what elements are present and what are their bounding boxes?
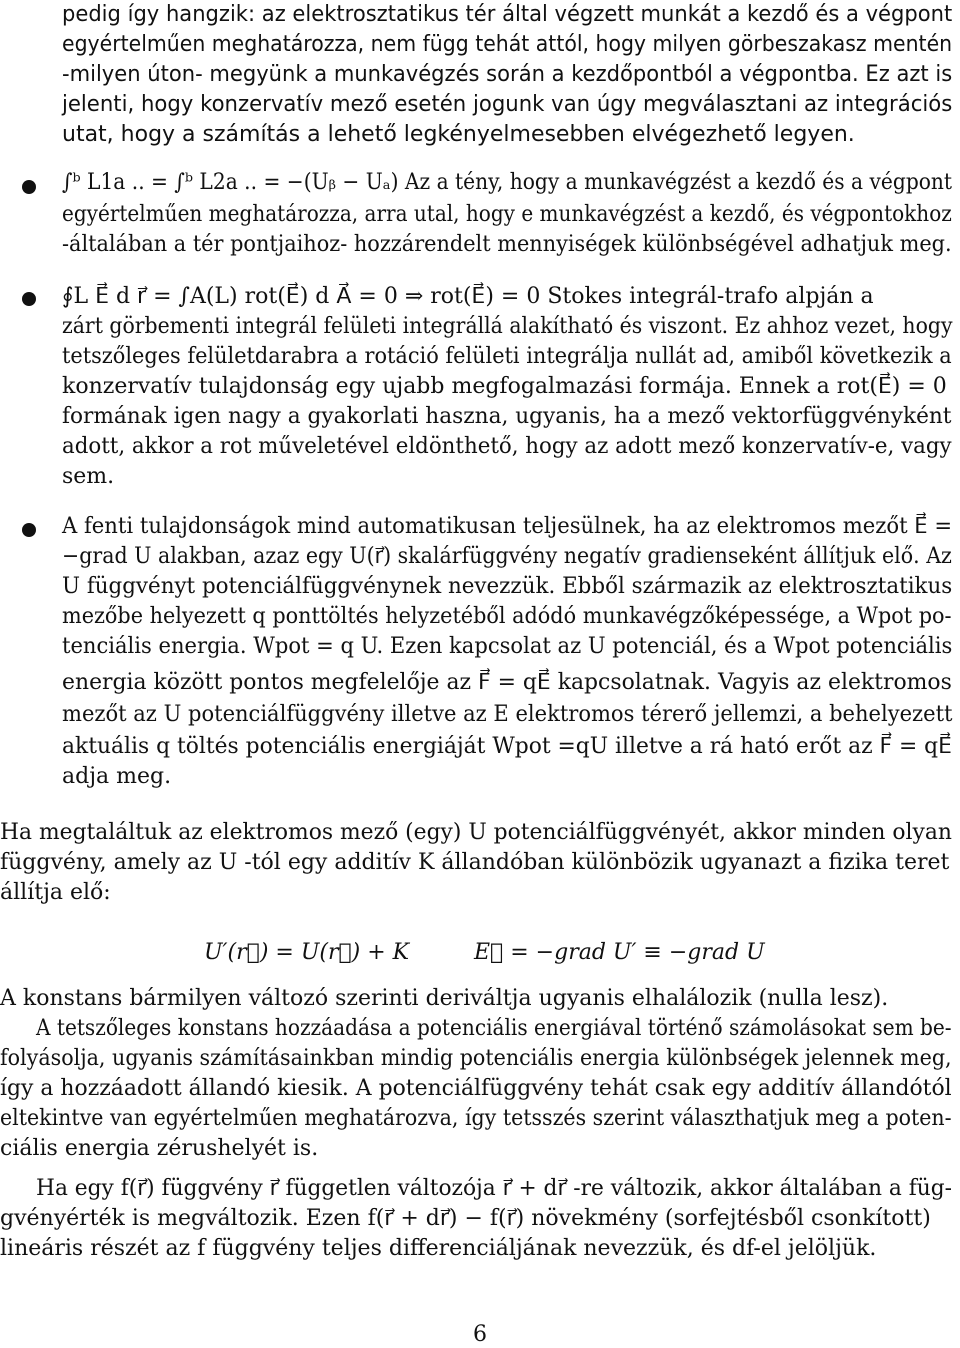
text-line: ∮L E⃗ d r⃗ = ∫A(L) rot(E⃗) d A⃗ = 0 ⇒ rot(E⃗) = 0 Stokes integrál-trafo alpján a: [62, 284, 874, 309]
text-line: formának igen nagy a gyakorlati haszna, ugyanis, ha a mező vektorfüggvényként: [62, 404, 952, 429]
text-line: egyértelműen meghatározza, nem függ tehát attól, hogy milyen görbeszakasz mentén: [62, 32, 953, 57]
bullet-icon: [22, 523, 36, 537]
text-line: függvény, amely az U -tól egy additív K állandóban különbözik ugyanazt a fizika teret: [0, 850, 950, 875]
page-number: 6: [473, 1322, 487, 1347]
text-line: állítja elő:: [0, 880, 111, 905]
text-line: A fenti tulajdonságok mind automatikusan teljesülnek, ha az elektromos mezőt E⃗ =: [62, 514, 953, 539]
text-line: zárt görbementi integrál felületi integrállá alakítható és viszont. Ez ahhoz vezet, hogy: [62, 314, 953, 339]
text-line: -milyen úton- megyünk a munkavégzés során a kezdőpontból a végpontba. Ez azt is: [62, 62, 953, 87]
bullet-icon: [22, 292, 36, 306]
equation-left: U′(r⃗) = U(r⃗) + K: [204, 940, 410, 965]
text-line: Ha egy f(r⃗) függvény r⃗ független változója r⃗ + dr⃗ -re változik, akkor általában a füg-: [36, 1176, 952, 1201]
bullet-icon: [22, 180, 36, 194]
text-line: gvényérték is megváltozik. Ezen f(r⃗ + dr⃗) − f(r⃗) növekmény (sorfejtésből csonkított): [0, 1206, 931, 1231]
text-line: így a hozzáadott állandó kiesik. A potenciálfüggvény tehát csak egy additív állandótól: [0, 1076, 952, 1101]
text-line: tenciális energia. Wpot = q U. Ezen kapcsolat az U potenciál, és a Wpot potenciális: [62, 634, 953, 659]
text-line: jelenti, hogy konzervatív mező esetén jogunk van úgy megválasztani az integrációs: [62, 92, 953, 117]
text-line: mezőt az U potenciálfüggvény illetve az E elektromos térerő jellemzi, a behelyezett: [62, 702, 953, 727]
text-line: ciális energia zérushelyét is.: [0, 1136, 319, 1161]
text-line: folyásolja, ugyanis számításainkban mindig potenciális energia különbségek jelennek meg,: [0, 1046, 952, 1071]
text-line: konzervatív tulajdonság egy ujabb megfogalmazási formája. Ennek a rot(E⃗) = 0: [62, 374, 947, 399]
text-line: mezőbe helyezett q ponttöltés helyzetéből adódó munkavégzőképessége, a Wpot po-: [62, 604, 952, 629]
text-line: energia között pontos megfelelője az F⃗ = qE⃗ kapcsolatnak. Vagyis az elektromos: [62, 670, 952, 695]
text-line: pedig így hangzik: az elektrosztatikus tér által végzett munkát a kezdő és a végpont: [62, 2, 953, 27]
text-line: ∫ᵇ L1a .. = ∫ᵇ L2a .. = −(Uᵦ − Uₐ) Az a tény, hogy a munkavégzést a kezdő és a végpont: [62, 170, 953, 195]
text-line: −grad U alakban, azaz egy U(r⃗) skalárfüggvény negatív gradienseként állítjuk elő. Az: [62, 544, 952, 569]
text-line: egyértelműen meghatározza, arra utal, hogy e munkavégzést a kezdő, és végpontokhoz: [62, 202, 952, 227]
text-line: A konstans bármilyen változó szerinti deriváltja ugyanis elhalálozik (nulla lesz).: [0, 986, 889, 1011]
text-line: A tetszőleges konstans hozzáadása a potenciális energiával történő számolásokat sem be-: [36, 1016, 952, 1041]
text-line: -általában a tér pontjaihoz- hozzárendelt mennyiségek különbségével adhatjuk meg.: [62, 232, 952, 257]
text-line: sem.: [62, 464, 115, 489]
text-line: Ha megtaláltuk az elektromos mező (egy) U potenciálfüggvényét, akkor minden olyan: [0, 820, 952, 845]
text-line: lineáris részét az f függvény teljes differenciáljának nevezzük, és df-el jelöljük.: [0, 1236, 877, 1261]
text-line: U függvényt potenciálfüggvénynek nevezzük. Ebből származik az elektrosztatikus: [62, 574, 953, 599]
text-line: eltekintve van egyértelműen meghatározva, így tetsszés szerint választhatjuk meg a poten-: [0, 1106, 952, 1131]
text-line: utat, hogy a számítás a lehető legkényelmesebben elvégezhető legyen.: [62, 122, 855, 147]
equation-right: E⃗ = −grad U′ ≡ −grad U: [474, 940, 765, 965]
text-line: adott, akkor a rot műveletével eldönthető, hogy az adott mező konzervatív-e, vagy: [62, 434, 952, 459]
text-line: tetszőleges felületdarabra a rotáció felületi integrálja nullát ad, amiből következik a: [62, 344, 952, 369]
text-line: aktuális q töltés potenciális energiáját Wpot =qU illetve a rá ható erőt az F⃗ = qE⃗: [62, 734, 952, 759]
text-line: adja meg.: [62, 764, 172, 789]
